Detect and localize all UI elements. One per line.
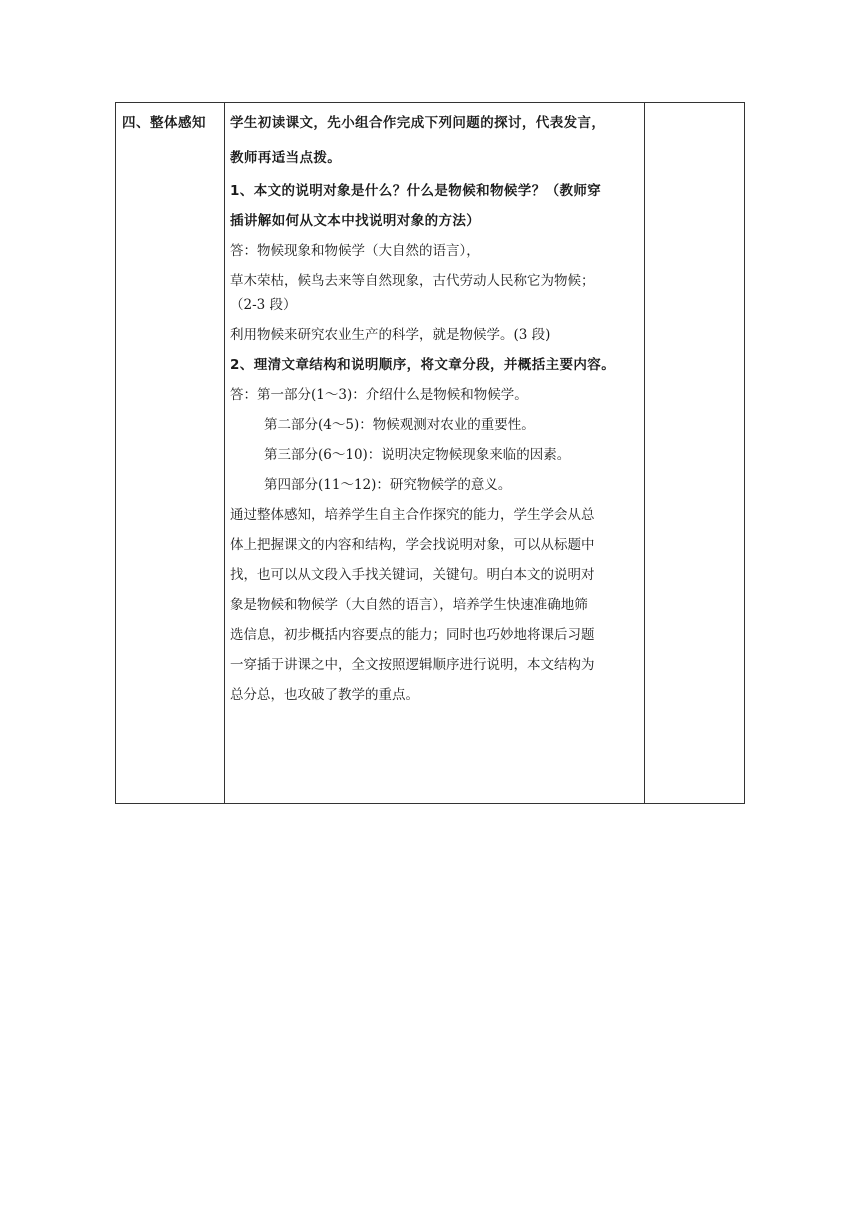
answer-2-line-3: 第三部分(6～10)：说明决定物候现象来临的因素。 [264, 447, 571, 463]
section-label-cell [116, 103, 225, 804]
intro-line-2: 教师再适当点拨。 [230, 150, 342, 166]
lesson-plan-table [115, 102, 745, 804]
answer-1-line-1: 答：物候现象和物候学（大自然的语言）， [230, 243, 480, 259]
answer-1-line-4: 利用物候来研究农业生产的科学，就是物候学。(3 段) [230, 327, 551, 343]
summary-line-1: 通过整体感知，培养学生自主合作探究的能力，学生学会从总 [230, 507, 595, 523]
summary-line-5: 选信息，初步概括内容要点的能力；同时也巧妙地将课后习题 [230, 627, 595, 643]
summary-line-2: 体上把握课文的内容和结构，学会找说明对象，可以从标题中 [230, 537, 595, 553]
answer-2-line-1: 答：第一部分(1～3)：介绍什么是物候和物候学。 [230, 387, 528, 403]
notes-cell [645, 103, 745, 804]
section-label: 四、整体感知 [122, 115, 206, 131]
intro-line-1: 学生初读课文，先小组合作完成下列问题的探讨，代表发言， [230, 115, 606, 131]
question-2: 2、理清文章结构和说明顺序，将文章分段，并概括主要内容。 [230, 357, 616, 373]
answer-1-line-2: 草木荣枯，候鸟去来等自然现象，古代劳动人民称它为物候； [230, 273, 595, 289]
summary-line-3: 找，也可以从文段入手找关键词，关键句。明白本文的说明对 [230, 567, 595, 583]
summary-line-4: 象是物候和物候学（大自然的语言），培养学生快速准确地筛 [230, 597, 588, 613]
question-1-line-2: 插讲解如何从文本中找说明对象的方法） [230, 213, 481, 229]
answer-2-line-2: 第二部分(4～5)：物候观测对农业的重要性。 [264, 417, 535, 433]
summary-line-6: 一穿插于讲课之中，全文按照逻辑顺序进行说明，本文结构为 [230, 657, 595, 673]
answer-1-line-3: （2-3 段） [230, 297, 297, 313]
section-content-cell [225, 103, 645, 804]
question-1-line-1: 1、本文的说明对象是什么？什么是物候和物候学？（教师穿 [230, 183, 602, 199]
section-content [225, 103, 644, 703]
answer-2-line-4: 第四部分(11～12)：研究物候学的意义。 [264, 477, 512, 493]
table-row [116, 103, 745, 804]
summary-line-7: 总分总，也攻破了教学的重点。 [230, 687, 419, 703]
